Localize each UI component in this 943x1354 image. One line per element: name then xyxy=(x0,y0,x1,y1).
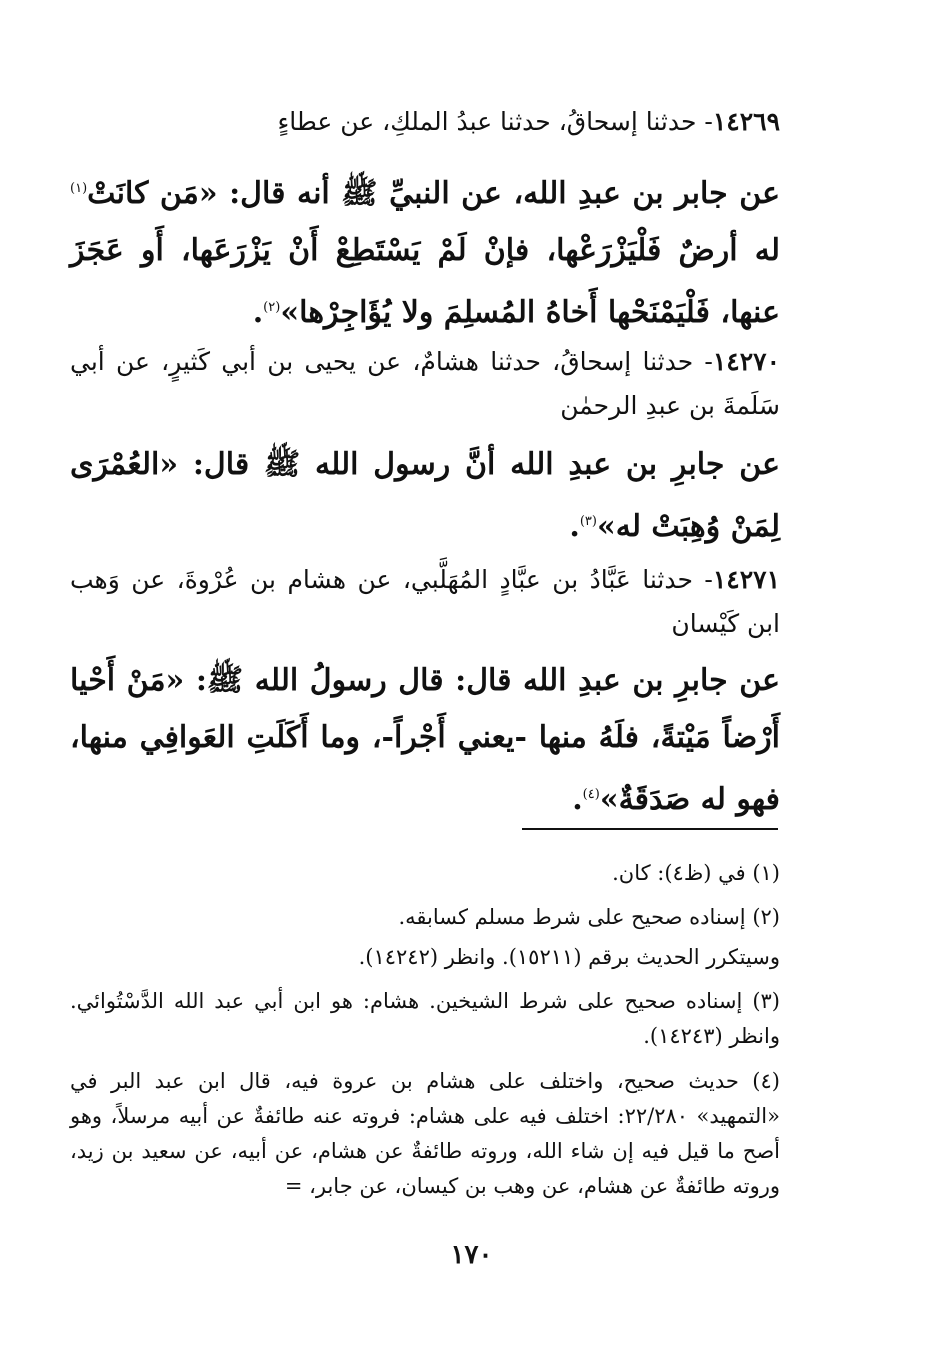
hadith-number: ١٤٢٧١ xyxy=(712,565,780,594)
footnote-2-note: وسيتكرر الحديث برقم (١٥٢١١). وانظر (١٤٢٤٢). xyxy=(358,945,780,969)
footnote-1: (١) في (ظ٤): كان. xyxy=(612,861,780,885)
isnad-text: - حدثنا عَبَّادُ بن عبَّادٍ المُهَلَّبي، عن هشام بن عُرْوةَ، عن وَهب ابن كَيْسان xyxy=(70,565,780,638)
matn-text: عن جابرِ بن عبدِ الله أنَّ رسول الله ﷺ قال: «العُمْرَى لِمَنْ وُهِبَتْ له» xyxy=(70,447,780,544)
footnote-separator xyxy=(522,828,778,830)
footnote-2: (٢) إسناده صحيح على شرط مسلم كسابقه. xyxy=(398,905,780,929)
footnote-3: (٣) إسناده صحيح على شرط الشيخين. هشام: هو ابن أبي عبد الله الدَّسْتُوائي. وانظر (١٤٢٤٣). xyxy=(70,989,780,1048)
matn-text: عن جابرِ بن عبدِ الله قال: قال رسولُ الله ﷺ: «مَنْ أَحْيا أَرْضاً مَيْتةً، فلَهُ منها -يعني أَجْراً-، وما أَكَلَتِ العَوافِي منها، فهو له صَدَقَةٌ» xyxy=(70,663,780,817)
hadith-matn-14270: عن جابرِ بن عبدِ الله أنَّ رسول الله ﷺ قال: «العُمْرَى لِمَنْ وُهِبَتْ له»$^{(٣)}$. xyxy=(70,447,780,544)
hadith-isnad-14270 xyxy=(70,340,780,428)
footnote-ref: (٣) xyxy=(579,514,597,529)
footnote-4: (٤) حديث صحيح، واختلف على هشام بن عروة فيه، قال ابن عبد البر في «التمهيد» ٢٢/٢٨٠: اختلف فيه على هشام: فروته عنه طائفةٌ عن أبيه مرسلاً، وهو أصح ما قيل فيه إن شاء الله، وروته طائفةٌ عن هشام، عن أبيه، عن سعيد بن زيد، وروته طائفةٌ عن هشام، عن وهب بن كيسان، عن جابر، = xyxy=(70,1069,780,1198)
matn-text-cont: له أرضٌ فَلْيَزْرَعْها، فإنْ لَمْ يَسْتَطِعْ أَنْ يَزْرَعَها، أَو عَجَزَ عنها، فَلْيَمْنَحْها أَخاهُ المُسلِمَ ولا يُؤَاجِرْها» xyxy=(70,233,780,330)
footnote-ref: (٤) xyxy=(582,787,600,802)
footnote-ref: (٢) xyxy=(263,300,281,315)
isnad-text: - حدثنا إسحاقُ، حدثنا عبدُ الملكِ، عن عطاءٍ xyxy=(277,107,713,136)
matn-text: عن جابر بن عبدِ الله، عن النبيِّ ﷺ أنه قال: «مَن كانَتْ xyxy=(87,176,780,211)
hadith-matn-14269: عن جابر بن عبدِ الله، عن النبيِّ ﷺ أنه قال: «مَن كانَتْ$^{(١)}$ له أرضٌ فَلْيَزْرَعْها، فإنْ لَمْ يَسْتَطِعْ أَنْ يَزْرَعَها، أَو عَجَزَ عنها، فَلْيَمْنَحْها أَخاهُ المُسلِمَ ولا يُؤَاجِرْها»$^{(٢)}$. xyxy=(70,176,780,330)
page-number: ١٧٠ xyxy=(450,1240,493,1270)
isnad-text: - حدثنا إسحاقُ، حدثنا هشامٌ، عن يحيى بن أبي كَثيرٍ، عن أبي سَلَمةَ بن عبدِ الرحمٰن xyxy=(70,347,780,420)
hadith-isnad-14271 xyxy=(70,558,780,646)
footnote-ref: (١) xyxy=(70,181,88,196)
hadith-number: ١٤٢٧٠ xyxy=(712,347,780,376)
hadith-number: ١٤٢٦٩ xyxy=(712,107,780,136)
hadith-matn-14271: عن جابرِ بن عبدِ الله قال: قال رسولُ الله ﷺ: «مَنْ أَحْيا أَرْضاً مَيْتةً، فلَهُ منها -يعني أَجْراً-، وما أَكَلَتِ العَوافِي منها، فهو له صَدَقَةٌ»$^{(٤)}$. xyxy=(70,663,780,817)
hadith-isnad-14269 xyxy=(70,100,780,144)
